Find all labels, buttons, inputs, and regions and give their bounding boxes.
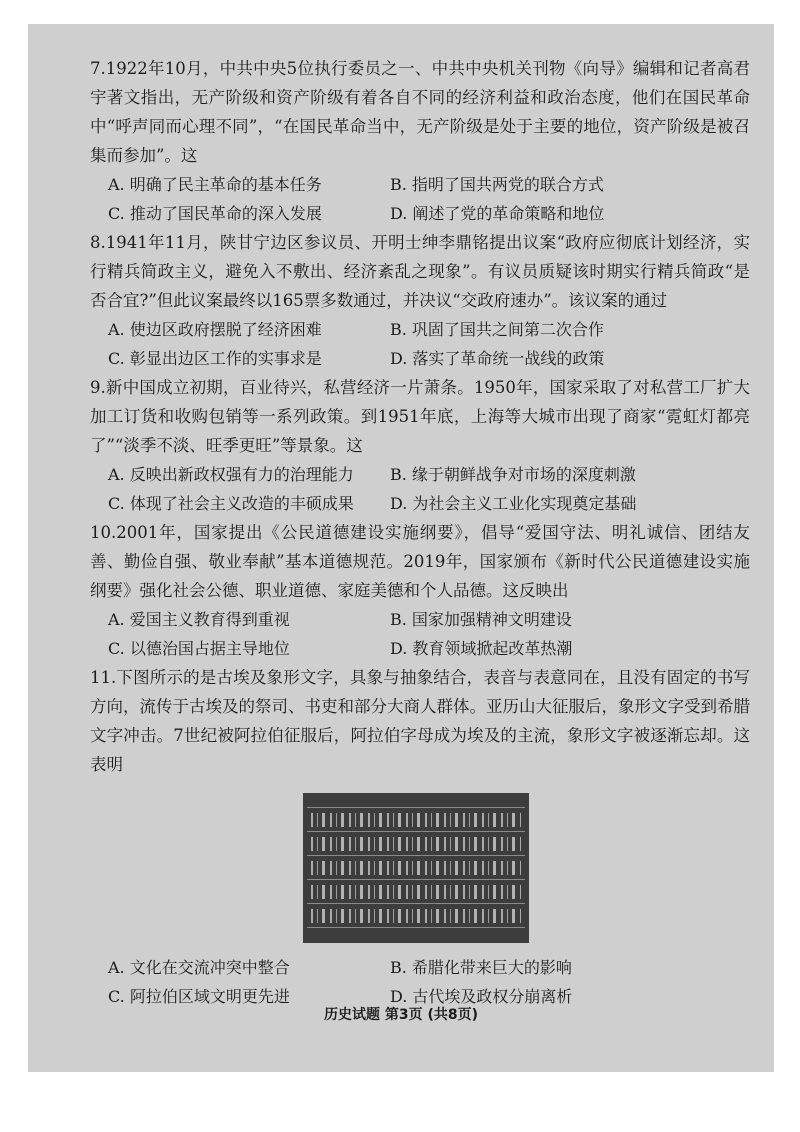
glyph-row — [311, 837, 521, 851]
question-7-options — [90, 170, 750, 228]
question-10-stem: 10.2001年，国家提出《公民道德建设实施纲要》，倡导“爱国守法、明礼诚信、团结友善、勤俭自强、敬业奉献”基本道德规范。2019年，国家颁布《新时代公民道德建设实施纲要》强化社会公德、职业道德、家庭美德和个人品德。这反映出 — [90, 523, 750, 600]
option-b[interactable]: B. 巩固了国共之间第二次合作 — [390, 320, 604, 339]
option-c[interactable]: C. 以德治国占据主导地位 — [108, 639, 290, 658]
glyph-row — [311, 861, 521, 875]
option-a[interactable]: A. 明确了民主革命的基本任务 — [108, 175, 322, 194]
question-8 — [90, 228, 750, 373]
tablet-divider — [307, 855, 525, 856]
option-d[interactable]: D. 落实了革命统一战线的政策 — [390, 349, 605, 368]
question-9 — [90, 373, 750, 518]
option-c[interactable]: C. 阿拉伯区域文明更先进 — [108, 987, 290, 1006]
question-11 — [90, 663, 750, 1011]
option-b[interactable]: B. 指明了国共两党的联合方式 — [390, 175, 604, 194]
option-d[interactable]: D. 古代埃及政权分崩离析 — [390, 987, 573, 1006]
question-11-stem: 11.下图所示的是古埃及象形文字，具象与抽象结合，表音与表意同在，且没有固定的书写方向，流传于古埃及的祭司、书吏和部分大商人群体。亚历山大征服后，象形文字受到希腊文字冲击。7世纪被阿拉伯征服后，阿拉伯字母成为埃及的主流，象形文字被逐渐忘却。这表明 — [90, 668, 750, 774]
question-7-stem: 7.1922年10月，中共中央5位执行委员之一、中共中央机关刊物《向导》编辑和记者高君宇著文指出，无产阶级和资产阶级有着各自不同的经济利益和政治态度，他们在国民革命中“呼声同而心理不同”，“在国民革命当中，无产阶级是处于主要的地位，资产阶级是被召集而参加”。这 — [90, 59, 750, 165]
question-9-stem: 9.新中国成立初期，百业待兴，私营经济一片萧条。1950年，国家采取了对私营工厂扩大加工订货和收购包销等一系列政策。到1951年底，上海等大城市出现了商家“霓虹灯都亮了”“淡季不淡、旺季更旺”等景象。这 — [90, 378, 750, 455]
option-b[interactable]: B. 国家加强精神文明建设 — [390, 610, 572, 629]
option-a[interactable]: A. 使边区政府摆脱了经济困难 — [108, 320, 322, 339]
tablet-divider — [307, 807, 525, 808]
tablet-divider — [307, 903, 525, 904]
glyph-row — [311, 909, 521, 923]
question-11-options — [90, 953, 750, 1011]
exam-page — [28, 24, 774, 1072]
option-c[interactable]: C. 彰显出边区工作的实事求是 — [108, 349, 322, 368]
option-b[interactable]: B. 希腊化带来巨大的影响 — [390, 958, 572, 977]
option-a[interactable]: A. 爱国主义教育得到重视 — [108, 610, 290, 629]
tablet-divider — [307, 879, 525, 880]
question-7 — [90, 54, 750, 228]
hieroglyph-tablet-image — [303, 793, 529, 943]
page-footer: 历史试题 第3页 (共8页) — [323, 1007, 479, 1023]
option-d[interactable]: D. 教育领域掀起改革热潮 — [390, 639, 573, 658]
option-c[interactable]: C. 推动了国民革命的深入发展 — [108, 204, 322, 223]
glyph-row — [311, 813, 521, 827]
option-c[interactable]: C. 体现了社会主义改造的丰硕成果 — [108, 494, 354, 513]
tablet-divider — [307, 927, 525, 928]
option-a[interactable]: A. 文化在交流冲突中整合 — [108, 958, 290, 977]
question-10-options — [90, 605, 750, 663]
question-9-options — [90, 460, 750, 518]
question-10 — [90, 518, 750, 663]
question-8-stem: 8.1941年11月，陕甘宁边区参议员、开明士绅李鼎铭提出议案“政府应彻底计划经济，实行精兵简政主义，避免入不敷出、经济紊乱之现象”。有议员质疑该时期实行精兵简政“是否合宜?”但此议案最终以165票多数通过，并决议“交政府速办”。该议案的通过 — [90, 233, 750, 310]
questions-area — [90, 54, 750, 1011]
question-8-options — [90, 315, 750, 373]
option-d[interactable]: D. 为社会主义工业化实现奠定基础 — [390, 494, 637, 513]
option-b[interactable]: B. 缘于朝鲜战争对市场的深度刺激 — [390, 465, 636, 484]
option-d[interactable]: D. 阐述了党的革命策略和地位 — [390, 204, 605, 223]
glyph-row — [311, 885, 521, 899]
tablet-divider — [307, 831, 525, 832]
option-a[interactable]: A. 反映出新政权强有力的治理能力 — [108, 465, 354, 484]
